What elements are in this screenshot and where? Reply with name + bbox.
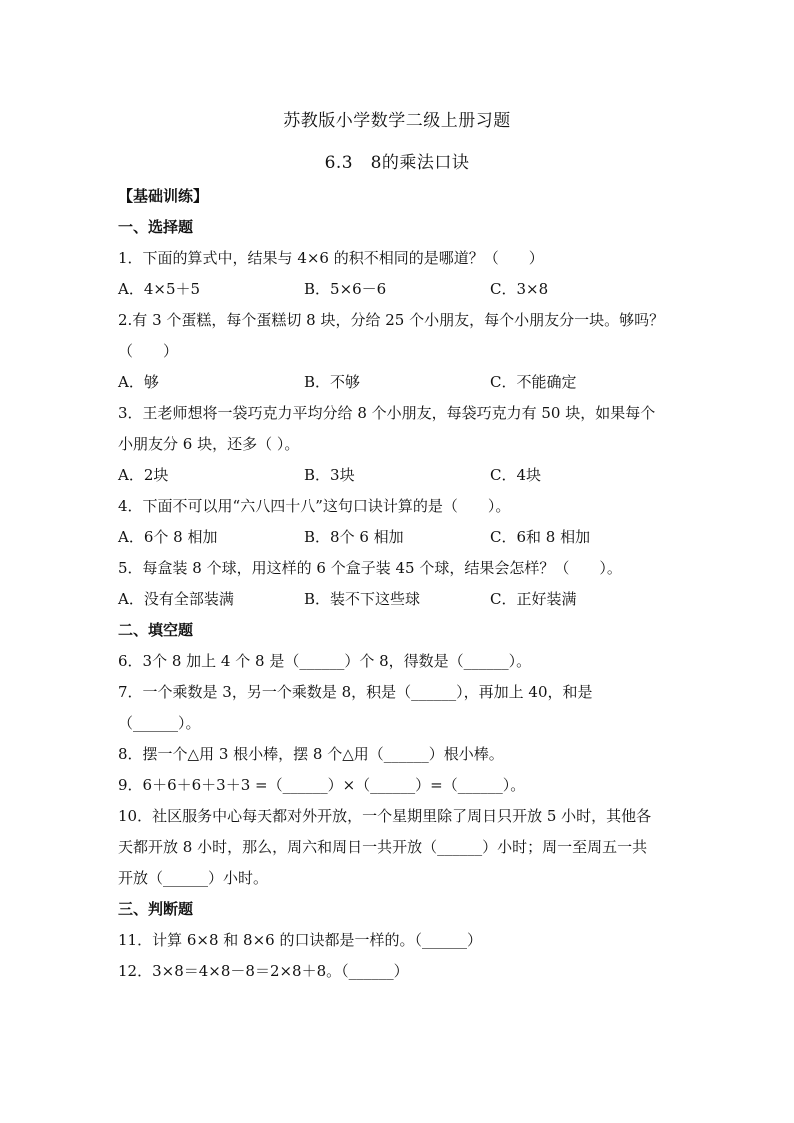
answer-option: B．8个 6 相加 (304, 528, 404, 546)
answer-option: A．6个 8 相加 (118, 528, 218, 546)
answer-option: B．3块 (304, 466, 355, 484)
question-line: 1．下面的算式中，结果与 4×6 的积不相同的是哪道？（ ） (118, 249, 544, 267)
answer-option: A．够 (118, 373, 159, 391)
answer-options (118, 367, 688, 398)
answer-option: B．装不下这些球 (304, 590, 421, 608)
question-line: 3．王老师想将一袋巧克力平均分给 8 个小朋友，每袋巧克力有 50 块，如果每个 (118, 404, 656, 422)
answer-option: C．6和 8 相加 (490, 528, 591, 546)
answer-option: A．没有全部装满 (118, 590, 234, 608)
answer-option: B．不够 (304, 373, 361, 391)
answer-options (118, 460, 688, 491)
answer-option: A．2块 (118, 466, 169, 484)
page-subtitle: 6.3 8的乘法口诀 (324, 153, 470, 173)
answer-options (118, 584, 688, 615)
answer-option: C．3×8 (490, 280, 549, 298)
question-line: 7．一个乘数是 3，另一个乘数是 8，积是（______），再加上 40，和是 (118, 683, 593, 701)
answer-options (118, 274, 688, 305)
question-line: 4．下面不可以用“六八四十八”这句口诀计算的是（ ）。 (118, 497, 511, 515)
question-line: 5．每盒装 8 个球，用这样的 6 个盒子装 45 个球，结果会怎样？（ ）。 (118, 559, 622, 577)
question-line: 9．6＋6＋6＋3＋3 =（______）×（______）=（______）。 (118, 776, 526, 794)
worksheet-body (118, 181, 688, 987)
question-line: 8．摆一个△用 3 根小棒，摆 8 个△用（______）根小棒。 (118, 745, 504, 763)
question-line: 6．3个 8 加上 4 个 8 是（______）个 8，得数是（______）。 (118, 652, 532, 670)
answer-option: C．4块 (490, 466, 542, 484)
answer-option: B．5×6－6 (304, 280, 387, 298)
question-line: 2.有 3 个蛋糕，每个蛋糕切 8 块，分给 25 个小朋友，每个小朋友分一块。够吗？ (118, 311, 665, 329)
answer-option: A．4×5＋5 (118, 280, 201, 298)
section-heading: 二、填空题 (118, 621, 194, 639)
question-line: （______）。 (118, 714, 201, 732)
answer-option: C．正好装满 (490, 590, 577, 608)
question-line: 小朋友分 6 块，还多（ ）。 (118, 435, 300, 453)
page-title: 苏教版小学数学二级上册习题 (283, 111, 511, 131)
question-line: 11．计算 6×8 和 8×6 的口诀都是一样的。（______） (118, 931, 482, 949)
question-line: 天都开放 8 小时，那么，周六和周日一共开放（______）小时；周一至周五一共 (118, 838, 648, 856)
question-line: （ ） (118, 342, 179, 360)
question-line: 10．社区服务中心每天都对外开放，一个星期里除了周日只开放 5 小时，其他各 (118, 807, 652, 825)
answer-options (118, 522, 688, 553)
question-line: 开放（______）小时。 (118, 869, 269, 887)
answer-option: C．不能确定 (490, 373, 577, 391)
question-line: 12．3×8＝4×8－8＝2×8＋8。（______） (118, 962, 409, 980)
section-heading: 一、选择题 (118, 218, 194, 236)
section-heading: 三、判断题 (118, 900, 194, 918)
section-heading: 【基础训练】 (118, 187, 209, 205)
